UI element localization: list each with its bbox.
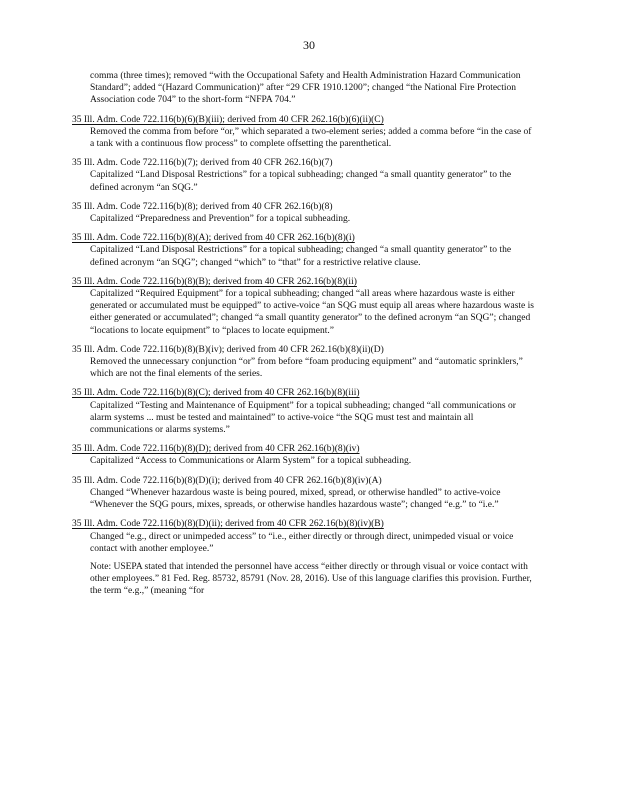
entry-text: Capitalized “Preparedness and Prevention” for a topical subheading. — [90, 214, 351, 225]
entry-citation: 35 Ill. Adm. Code 722.116(b)(8)(A); derived from 40 CFR 262.16(b)(8)(i) — [72, 233, 355, 244]
entry-note: Note: USEPA stated that intended the personnel have access “either directly or through visual or voice contact with other employees.” 81 Fed. Reg. 85732, 85791 (Nov. 28, 2016). Use of this language clarifies this provision. Further, the term “e.g.,” (meaning “for — [90, 561, 532, 597]
entry — [72, 518, 534, 597]
entry-citation: 35 Ill. Adm. Code 722.116(b)(8)(D); derived from 40 CFR 262.16(b)(8)(iv) — [72, 444, 360, 455]
entry-text: Changed “Whenever hazardous waste is being poured, mixed, spread, or otherwise handled” to active-voice “Whenever the SQG pours, mixes, spreads, or otherwise handles hazardous waste”; changed “e.g.” to “i.e.” — [90, 487, 501, 511]
entry-citation: 35 Ill. Adm. Code 722.116(b)(8)(C); derived from 40 CFR 262.16(b)(8)(iii) — [72, 388, 360, 399]
entry — [72, 232, 534, 269]
entry — [72, 114, 534, 151]
entry-citation: 35 Ill. Adm. Code 722.116(b)(7); derived from 40 CFR 262.16(b)(7) — [72, 158, 333, 169]
entry-text: Capitalized “Testing and Maintenance of Equipment” for a topical subheading; changed “all communications or alarm systems ... must be tested and maintained” to active-voice “the SQG must test and maintain all communications or alarms systems.” — [90, 400, 516, 436]
entry — [72, 475, 534, 512]
entry-citation: 35 Ill. Adm. Code 722.116(b)(8); derived from 40 CFR 262.16(b)(8) — [72, 201, 333, 212]
page-content — [72, 70, 534, 598]
entry-citation: 35 Ill. Adm. Code 722.116(b)(8)(D)(ii); derived from 40 CFR 262.16(b)(8)(iv)(B) — [72, 519, 384, 530]
entry — [72, 276, 534, 337]
entry — [72, 157, 534, 194]
entry-text: Capitalized “Land Disposal Restrictions” for a topical subheading; changed “a small quantity generator” to the defined acronym “an SQG”; changed “which” to “that” for a restrictive relative clause. — [90, 245, 512, 268]
entry-text: Capitalized “Required Equipment” for a topical subheading; changed “all areas where hazardous waste is either generated or accumulated must be equipped” to active-voice “an SQG must equip all areas where hazardous waste is either generated or accumulated”; changed “a small quantity generator” to the defined acronym “an SQG”; changed “locations to locate equipment” to “places to locate equipment.” — [90, 289, 534, 336]
entry-citation: 35 Ill. Adm. Code 722.116(b)(8)(D)(i); derived from 40 CFR 262.16(b)(8)(iv)(A) — [72, 475, 382, 486]
entry-text: Removed the unnecessary conjunction “or” from before “foam producing equipment” and “automatic sprinklers,” which are not the final elements of the series. — [90, 357, 523, 380]
entry — [72, 201, 534, 225]
entry-citation: 35 Ill. Adm. Code 722.116(b)(8)(B)(iv); derived from 40 CFR 262.16(b)(8)(ii)(D) — [72, 344, 384, 355]
entry — [72, 443, 534, 467]
page-number: 30 — [303, 38, 315, 52]
entry-text: Changed “e.g., direct or unimpeded access” to “i.e., either directly or through direct, unimpeded visual or voice contact with another employee.” — [90, 531, 514, 554]
entry-citation: 35 Ill. Adm. Code 722.116(b)(6)(B)(iii); derived from 40 CFR 262.16(b)(6)(ii)(C) — [72, 114, 384, 125]
entry-text: Removed the comma from before “or,” which separated a two-element series; added a comma before “in the case of a tank with a continuous flow process” to complete offsetting the parenthetical. — [90, 126, 532, 150]
entry-citation: 35 Ill. Adm. Code 722.116(b)(8)(B); derived from 40 CFR 262.16(b)(8)(ii) — [72, 276, 357, 287]
continued-paragraph: comma (three times); removed “with the Occupational Safety and Health Administration Hazard Communication Standard”; added “(Hazard Communication)” after “29 CFR 1910.1200”; changed “the National Fire Protection Association code 704” to the short-form “NFPA 704.” — [90, 71, 521, 106]
entry-text: Capitalized “Land Disposal Restrictions” for a topical subheading; changed “a small quantity generator” to the defined acronym “an SQG.” — [90, 170, 512, 193]
entry-text: Capitalized “Access to Communications or Alarm System” for a topical subheading. — [90, 456, 412, 467]
entry — [72, 344, 534, 381]
entry — [72, 387, 534, 436]
